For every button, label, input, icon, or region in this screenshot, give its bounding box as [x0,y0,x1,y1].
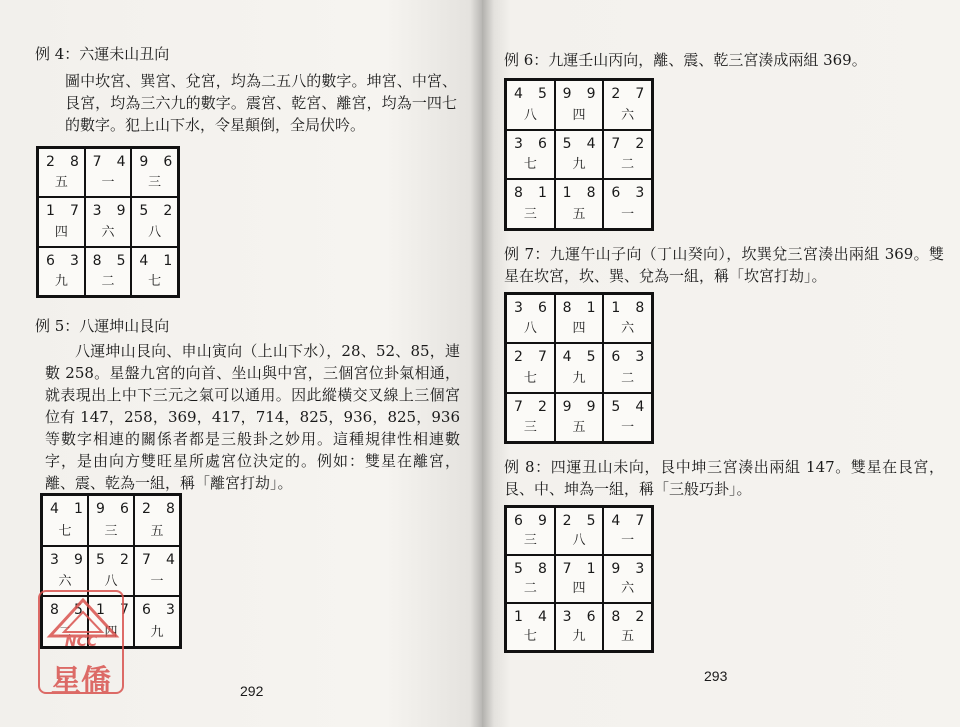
period-star: 四 [572,581,586,596]
chart-cell [506,555,555,603]
chart-cell [603,507,652,555]
period-star: 一 [101,175,115,191]
mountain-star: 5 [139,203,149,220]
stamp-chinese-text: 星僑 [51,664,111,699]
facing-star: 4 [635,398,645,415]
facing-star: 7 [538,349,547,366]
ncc-stamp [38,590,124,699]
ex6-chart [504,78,654,231]
facing-star: 9 [116,203,126,220]
mountain-star: 6 [46,252,55,269]
chart-cell [603,343,652,392]
chart-cell [85,197,132,246]
facing-star: 6 [538,300,547,316]
facing-star: 7 [635,86,645,102]
period-star: 三 [523,419,537,435]
facing-star: 8 [586,185,596,202]
period-star: 二 [101,273,115,289]
period-star: 三 [104,523,118,539]
facing-star: 5 [586,349,596,366]
chart-cell [134,495,180,546]
mountain-star: 8 [50,602,59,619]
mountain-star: 7 [142,551,151,568]
stamp-ncc-text: NCC [64,634,98,650]
chart-cell [38,247,85,296]
chart-cell [506,130,555,180]
period-star: 八 [104,574,118,590]
period-star: 六 [58,574,72,590]
chart-cell [555,294,604,343]
period-star: 一 [621,419,635,435]
chart-cell [603,603,652,651]
period-star: 三 [523,533,537,548]
chart-cell [506,80,555,130]
chart-cell [506,603,555,651]
mountain-star: 1 [514,609,523,625]
chart-cell [506,179,555,229]
facing-star: 2 [538,398,547,415]
mountain-star: 9 [611,561,621,577]
facing-star: 5 [116,252,126,269]
mountain-star: 4 [514,86,523,102]
chart-cell [42,495,88,546]
mountain-star: 4 [611,513,621,529]
chart-cell [555,179,604,229]
chart-cell [555,343,604,392]
period-star: 三 [523,207,537,222]
period-star: 二 [58,625,72,640]
facing-star: 6 [538,135,547,152]
mountain-star: 3 [514,135,523,152]
ex4-paragraph: 圖中坎宮、巽宮、兌宮，均為二五八的數字。坤宮、中宮、艮宮，均為三六九的數字。震宮、乾宮、離宮，均為一四七的數字。犯上山下水，令星顛倒，全局伏吟。 [65,72,457,134]
facing-star: 3 [635,561,645,577]
facing-star: 5 [586,513,596,529]
mountain-star: 1 [611,300,621,316]
mountain-star: 9 [139,154,149,170]
chart-cell [131,148,178,197]
period-star: 七 [58,523,72,539]
period-star: 九 [54,273,68,289]
ex8-heading: 例 8：四運丑山未向，艮中坤三宮湊出兩組 147。雙星在艮宮，艮、中、坤為一組，稱「三般巧卦」。 [504,458,944,498]
period-star: 六 [621,107,635,123]
period-star: 六 [621,321,635,337]
chart-cell [603,555,652,603]
period-star: 四 [54,224,68,240]
mountain-star: 2 [142,501,151,517]
mountain-star: 3 [92,203,102,220]
mountain-star: 7 [562,561,572,577]
ex5-paragraph: 八運坤山艮向、申山寅向（上山下水），28、52、85，連數 258。星盤九宮的向首、坐山與中宮，三個宮位卦氣相通，就表現出上中下三元之氣可以通用。因此縱橫交叉線上三個宮位有 147，258，369，417，714，825，936，825，936 等數字相連的關係者都是三般卦之妙用。這種規律性相連數字，是由向方雙旺星所處宮位決定的。例如：雙星在離宮，離、震、乾為一組，稱「離宮打劫」。 [45,342,460,492]
chart-cell [603,80,652,130]
period-star: 五 [572,207,586,222]
mountain-star: 3 [514,300,523,316]
mountain-star: 5 [514,561,523,577]
mountain-star: 2 [562,513,572,529]
period-star: 二 [523,581,537,596]
period-star: 七 [148,273,162,289]
mountain-star: 9 [562,398,572,415]
mountain-star: 2 [46,154,55,170]
chart-cell [555,130,604,180]
facing-star: 8 [166,501,175,517]
chart-cell [85,247,132,296]
mountain-star: 6 [514,513,523,529]
facing-star: 3 [166,602,175,619]
period-star: 九 [572,157,586,173]
period-star: 八 [148,224,162,240]
facing-star: 7 [70,203,79,220]
period-star: 四 [572,321,586,337]
facing-star: 5 [74,602,83,619]
facing-star: 8 [538,561,547,577]
facing-star: 2 [163,203,173,220]
facing-star: 1 [538,185,547,202]
chart-cell [506,343,555,392]
facing-star: 1 [586,561,596,577]
period-star: 二 [621,370,635,386]
period-star: 六 [101,224,115,240]
period-star: 五 [621,629,635,644]
chart-cell [506,294,555,343]
chart-cell [603,393,652,442]
facing-star: 9 [586,398,596,415]
mountain-star: 1 [46,203,55,220]
facing-star: 3 [635,349,645,366]
mountain-star: 8 [611,609,621,625]
chart-cell [38,197,85,246]
facing-star: 1 [586,300,596,316]
chart-cell [42,546,88,597]
chart-cell [131,197,178,246]
mountain-star: 8 [514,185,523,202]
facing-star: 7 [120,602,129,619]
facing-star: 9 [538,513,547,529]
period-star: 八 [523,321,537,337]
ex6-heading: 例 6：九運壬山丙向，離、震、乾三宮湊成兩組 369。 [504,51,867,69]
period-star: 九 [572,629,586,644]
period-star: 四 [104,625,118,640]
facing-star: 9 [586,86,596,102]
period-star: 七 [523,157,537,173]
facing-star: 1 [74,501,83,517]
mountain-star: 4 [562,349,572,366]
period-star: 四 [572,107,586,123]
facing-star: 3 [635,185,645,202]
period-star: 八 [523,107,537,123]
facing-star: 4 [586,135,596,152]
mountain-star: 3 [562,609,572,625]
period-star: 一 [621,207,635,222]
period-star: 九 [572,370,586,386]
facing-star: 6 [586,609,596,625]
mountain-star: 7 [92,154,102,170]
facing-star: 4 [538,609,547,625]
mountain-star: 8 [562,300,572,316]
facing-star: 2 [635,135,645,152]
period-star: 五 [572,419,586,435]
period-star: 八 [572,533,586,548]
mountain-star: 7 [514,398,523,415]
mountain-star: 6 [611,185,621,202]
mountain-star: 4 [50,501,59,517]
mountain-star: 9 [562,86,572,102]
mountain-star: 1 [96,602,105,619]
facing-star: 8 [70,154,79,170]
mountain-star: 5 [562,135,572,152]
page-number-left: 292 [240,683,264,699]
facing-star: 2 [635,609,645,625]
facing-star: 8 [635,300,645,316]
ex5-heading: 例 5：八運坤山艮向 [35,317,170,335]
chart-cell [555,555,604,603]
chart-cell [38,148,85,197]
chart-cell [555,393,604,442]
period-star: 二 [621,157,635,173]
mountain-star: 6 [142,602,151,619]
chart-cell [603,294,652,343]
chart-cell [555,603,604,651]
period-star: 一 [621,533,635,548]
chart-cell [506,507,555,555]
facing-star: 2 [120,551,129,568]
chart-cell [603,130,652,180]
period-star: 五 [150,523,164,539]
facing-star: 5 [538,86,547,102]
chart-cell [131,247,178,296]
mountain-star: 3 [50,551,59,568]
facing-star: 9 [74,551,83,568]
facing-star: 6 [163,154,173,170]
mountain-star: 1 [562,185,572,202]
mountain-star: 5 [96,551,105,568]
page-number-right: 293 [704,668,728,684]
mountain-star: 2 [514,349,523,366]
mountain-star: 8 [92,252,102,269]
ex4-chart [36,146,180,298]
chart-cell [555,507,604,555]
period-star: 九 [150,625,164,640]
period-star: 五 [54,175,68,191]
ex4-heading: 例 4：六運未山丑向 [35,45,170,63]
mountain-star: 9 [96,501,105,517]
chart-cell [134,596,180,647]
ex7-heading: 例 7：九運午山子向（丁山癸向），坎巽兌三宮湊出兩組 369。雙星在坎宮，坎、巽、兌為一組，稱「坎宮打劫」。 [504,245,944,285]
facing-star: 1 [163,252,173,269]
chart-cell [603,179,652,229]
chart-cell [85,148,132,197]
facing-star: 4 [116,154,126,170]
chart-cell [506,393,555,442]
mountain-star: 2 [611,86,621,102]
ex7-chart [504,292,654,444]
period-star: 一 [150,574,164,590]
chart-cell [134,546,180,597]
ex8-chart [504,505,654,653]
period-star: 七 [523,629,537,644]
mountain-star: 6 [611,349,621,366]
period-star: 七 [523,370,537,386]
facing-star: 6 [120,501,129,517]
facing-star: 4 [166,551,175,568]
mountain-star: 4 [139,252,149,269]
chart-cell [88,546,134,597]
period-star: 三 [148,175,162,191]
facing-star: 7 [635,513,645,529]
facing-star: 3 [70,252,79,269]
chart-cell [88,495,134,546]
period-star: 六 [621,581,635,596]
chart-cell [555,80,604,130]
mountain-star: 5 [611,398,621,415]
right-page [482,0,960,727]
mountain-star: 7 [611,135,621,152]
